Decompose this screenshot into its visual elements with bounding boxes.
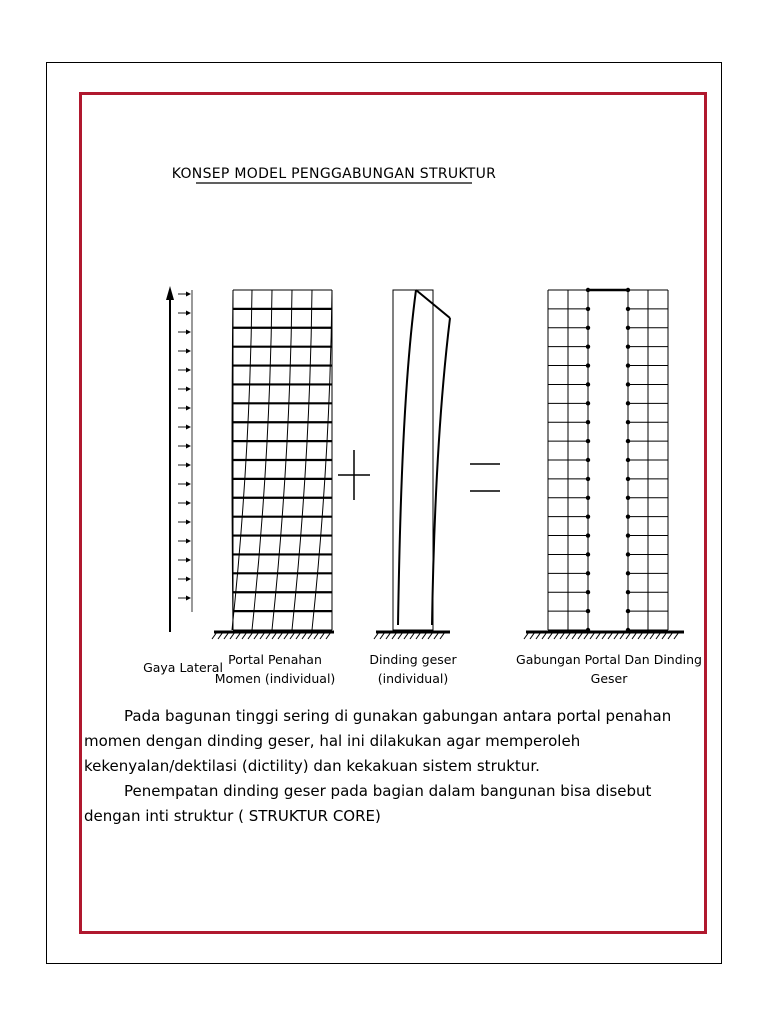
load-arrowhead bbox=[186, 596, 191, 601]
explanation-text bbox=[84, 704, 704, 829]
link-node bbox=[626, 326, 630, 330]
load-arrowhead bbox=[186, 425, 191, 430]
link-node bbox=[626, 514, 630, 518]
link-node bbox=[586, 514, 590, 518]
link-node bbox=[586, 477, 590, 481]
load-arrowhead bbox=[186, 501, 191, 506]
load-arrowhead bbox=[186, 463, 191, 468]
shear-wall bbox=[374, 290, 450, 639]
load-arrowhead bbox=[186, 330, 191, 335]
wall-support bbox=[374, 632, 450, 639]
link-node bbox=[626, 401, 630, 405]
label-combined-line2: Geser bbox=[590, 671, 628, 686]
link-node bbox=[586, 420, 590, 424]
link-node bbox=[626, 363, 630, 367]
link-node bbox=[586, 552, 590, 556]
link-node bbox=[586, 288, 590, 292]
link-node bbox=[626, 307, 630, 311]
load-arrowhead bbox=[186, 539, 191, 544]
load-arrows bbox=[178, 292, 191, 601]
load-arrowhead bbox=[186, 349, 191, 354]
load-arrowhead bbox=[186, 406, 191, 411]
link-node bbox=[626, 382, 630, 386]
link-node bbox=[586, 401, 590, 405]
link-node bbox=[626, 344, 630, 348]
link-node bbox=[626, 590, 630, 594]
link-node bbox=[586, 326, 590, 330]
link-node bbox=[626, 458, 630, 462]
link-node bbox=[626, 420, 630, 424]
link-node bbox=[626, 496, 630, 500]
plus-sign bbox=[338, 450, 370, 500]
load-arrowhead bbox=[186, 368, 191, 373]
label-lateral: Gaya Lateral bbox=[143, 660, 223, 675]
link-node bbox=[586, 307, 590, 311]
link-node bbox=[626, 477, 630, 481]
load-arrowhead bbox=[186, 444, 191, 449]
link-node bbox=[586, 439, 590, 443]
load-arrowhead bbox=[186, 482, 191, 487]
link-node bbox=[586, 458, 590, 462]
paragraph-2: Penempatan dinding geser pada bagian dalam bangunan bisa disebut dengan inti struktur ( STRUKTUR CORE) bbox=[84, 782, 652, 825]
load-arrowhead bbox=[186, 520, 191, 525]
link-node bbox=[626, 439, 630, 443]
link-node bbox=[586, 496, 590, 500]
moment-frame bbox=[212, 290, 334, 639]
link-node bbox=[626, 533, 630, 537]
label-wall-line1: Dinding geser bbox=[369, 652, 457, 667]
link-node bbox=[586, 571, 590, 575]
link-node bbox=[626, 288, 630, 292]
link-node bbox=[626, 552, 630, 556]
link-node bbox=[586, 363, 590, 367]
label-combined-line1: Gabungan Portal Dan Dinding bbox=[516, 652, 702, 667]
label-wall-line2: (individual) bbox=[377, 671, 449, 686]
load-arrowhead bbox=[186, 311, 191, 316]
link-node bbox=[626, 571, 630, 575]
link-node bbox=[586, 382, 590, 386]
link-node bbox=[586, 609, 590, 613]
load-arrowhead bbox=[186, 292, 191, 297]
combined-structure bbox=[524, 288, 684, 639]
paragraph-1: Pada bagunan tinggi sering di gunakan gabungan antara portal penahan momen dengan dinding geser, hal ini dilakukan agar memperoleh kekenyalan/dektilasi (dictility) dan kekakuan sistem struktur. bbox=[84, 707, 672, 775]
load-arrowhead bbox=[186, 577, 191, 582]
link-node bbox=[586, 533, 590, 537]
load-arrowhead bbox=[186, 558, 191, 563]
link-node bbox=[626, 609, 630, 613]
link-node bbox=[586, 344, 590, 348]
link-node bbox=[586, 590, 590, 594]
lateral-load-axis bbox=[166, 286, 192, 632]
equals-sign bbox=[470, 464, 500, 491]
load-arrowhead bbox=[186, 387, 191, 392]
label-portal-line1: Portal Penahan bbox=[228, 652, 322, 667]
label-portal-line2: Momen (individual) bbox=[214, 671, 336, 686]
diagram-title: KONSEP MODEL PENGGABUNGAN STRUKTUR bbox=[171, 166, 497, 182]
